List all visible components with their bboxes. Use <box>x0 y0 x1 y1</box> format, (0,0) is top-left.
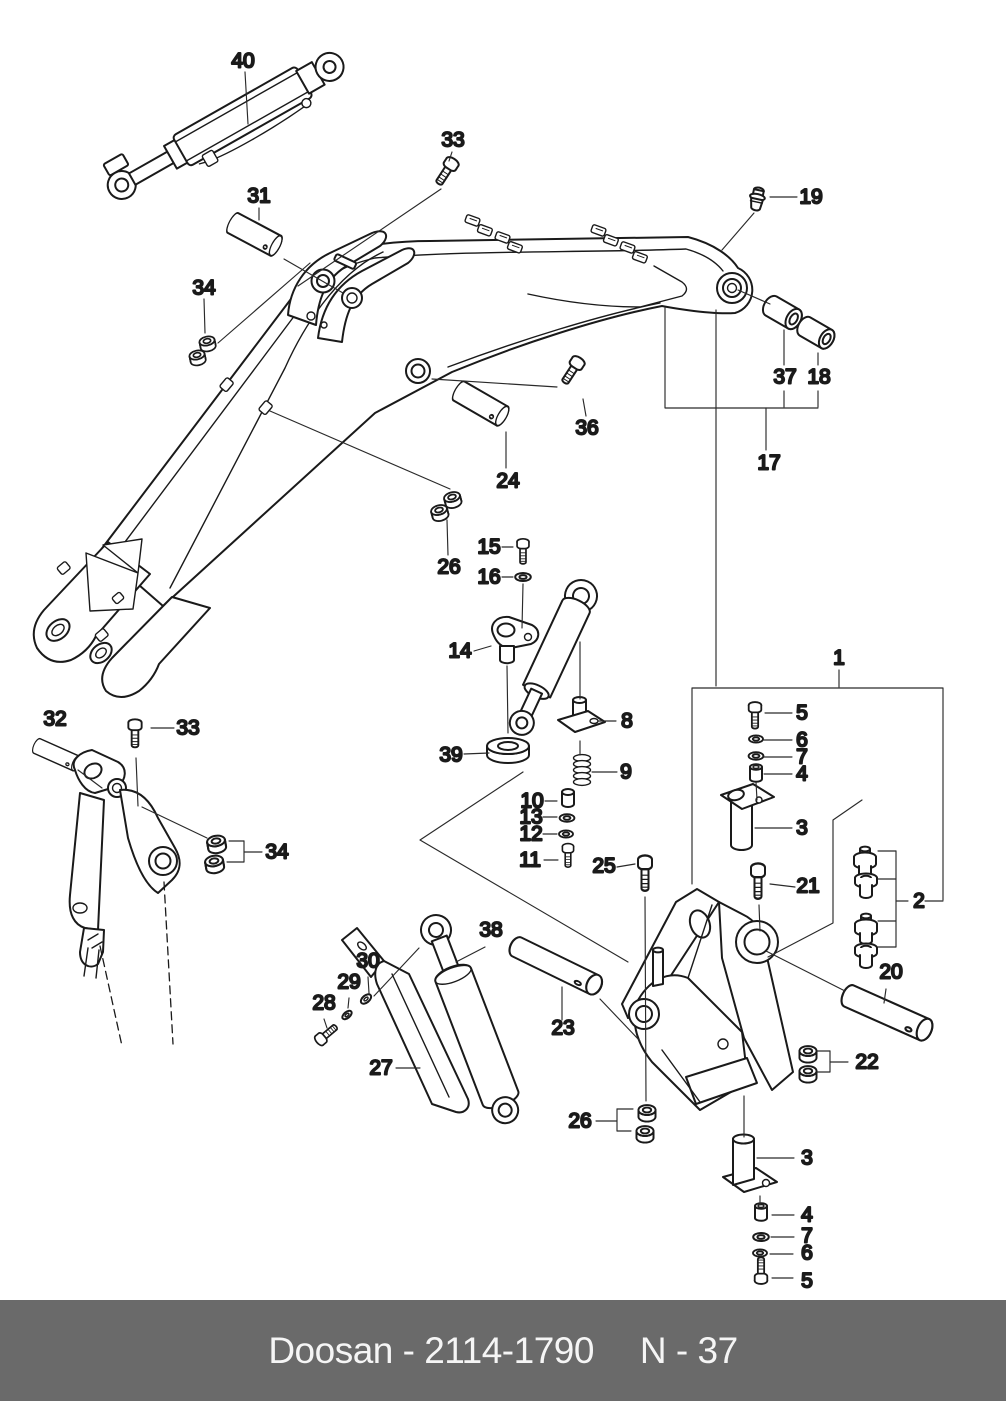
callout-34: 34 <box>192 276 216 300</box>
pivot-pin-3 <box>721 784 774 850</box>
callout-16: 16 <box>477 565 501 589</box>
callout-4: 4 <box>796 762 808 786</box>
sleeve-10 <box>562 789 574 807</box>
leader-line <box>645 897 646 1101</box>
washer-6 <box>749 735 763 742</box>
bolt-33 <box>433 155 461 187</box>
nuts-34b <box>206 834 227 854</box>
pin-31 <box>224 211 284 257</box>
bolt-33b <box>128 719 141 747</box>
callout-8: 8 <box>621 709 633 733</box>
bolt-21 <box>751 863 765 898</box>
callout-34: 34 <box>265 840 289 864</box>
leader-line <box>432 379 557 387</box>
callout-27: 27 <box>369 1056 393 1080</box>
callout-32: 32 <box>43 707 67 731</box>
bolt-15 <box>517 539 529 564</box>
leader-line <box>722 213 754 250</box>
title-bar <box>0 1300 1006 1401</box>
leader-line <box>583 399 586 416</box>
callout-23: 23 <box>551 1016 575 1040</box>
callout-6: 6 <box>796 728 808 752</box>
callout-33: 33 <box>441 128 465 152</box>
callout-10: 10 <box>520 789 544 813</box>
pin-23 <box>506 935 605 997</box>
spring-9 <box>574 755 591 786</box>
bolt-5 <box>749 702 762 729</box>
washer-16 <box>515 573 531 581</box>
callout-39: 39 <box>439 743 463 767</box>
leader-line <box>324 1019 327 1028</box>
document-code: Doosan - 2114-1790 <box>268 1329 594 1371</box>
leader-line <box>456 947 485 962</box>
callout-37: 37 <box>773 365 797 389</box>
callout-4: 4 <box>801 1203 813 1227</box>
washer-13 <box>560 814 575 822</box>
pin-24 <box>450 380 511 428</box>
callout-18: 18 <box>807 365 831 389</box>
callout-3: 3 <box>796 816 808 840</box>
pin-8 <box>558 697 605 732</box>
washer-6b <box>753 1249 767 1256</box>
callout-15: 15 <box>477 535 501 559</box>
callout-14: 14 <box>448 639 472 663</box>
boom-foot-ear-inner <box>102 597 210 697</box>
pivot-pin-3b <box>723 1135 777 1193</box>
leader-line <box>617 864 635 867</box>
callout-38: 38 <box>479 918 503 942</box>
ring-39 <box>487 738 529 763</box>
callout-12: 12 <box>519 822 543 846</box>
callout-3: 3 <box>801 1146 813 1170</box>
grommet-4b <box>755 1203 767 1221</box>
callout-1: 1 <box>833 646 845 670</box>
leader-line <box>348 998 349 1008</box>
bolt-5b <box>755 1257 768 1284</box>
bolt-25 <box>638 855 652 890</box>
leader-line <box>464 753 489 754</box>
callout-20: 20 <box>879 960 903 984</box>
leader-line <box>447 520 448 555</box>
link-assembly-drawing <box>31 716 227 1046</box>
callout-28: 28 <box>312 991 336 1015</box>
mounting-bracket-drawing <box>622 889 793 1110</box>
leader-line <box>507 666 508 733</box>
leader-line <box>474 646 491 651</box>
grease-fitting-19 <box>747 186 766 212</box>
bushing-set-2 <box>854 847 877 968</box>
bolt-11 <box>562 844 573 868</box>
callout-9: 9 <box>620 760 632 784</box>
pin-20 <box>838 983 935 1043</box>
bolt-36 <box>559 354 587 386</box>
callout-5: 5 <box>801 1269 813 1293</box>
callout-36: 36 <box>575 416 599 440</box>
callout-26: 26 <box>568 1109 592 1133</box>
callout-13: 13 <box>519 805 543 829</box>
nuts-26 <box>430 490 463 522</box>
washer-7 <box>749 752 764 760</box>
callout-21: 21 <box>796 874 820 898</box>
callout-7: 7 <box>801 1224 813 1248</box>
callout-40: 40 <box>231 49 255 73</box>
nuts-22 <box>799 1046 816 1083</box>
nuts-26b <box>636 1105 655 1143</box>
washer-12 <box>559 830 573 837</box>
callout-26: 26 <box>437 555 461 579</box>
page-number: N - 37 <box>639 1329 738 1371</box>
callout-5: 5 <box>796 701 808 725</box>
callout-19: 19 <box>799 185 823 209</box>
boom-cylinder-40-drawing <box>96 37 355 216</box>
leader-line <box>766 951 845 991</box>
callout-24: 24 <box>496 469 520 493</box>
callout-22: 22 <box>855 1050 879 1074</box>
plate-14 <box>492 617 538 663</box>
callout-33: 33 <box>176 716 200 740</box>
callout-17: 17 <box>757 451 781 475</box>
nuts-34 <box>189 335 217 367</box>
callout-7: 7 <box>796 745 808 769</box>
leader-line <box>204 299 205 333</box>
grommet-4 <box>750 764 762 782</box>
callout-29: 29 <box>337 970 361 994</box>
callout-6: 6 <box>801 1241 813 1265</box>
callout-30: 30 <box>356 949 380 973</box>
callout-25: 25 <box>592 854 616 878</box>
leader-line <box>770 884 795 887</box>
washer-7b <box>753 1233 769 1241</box>
callout-31: 31 <box>247 184 271 208</box>
callout-11: 11 <box>519 848 541 872</box>
callout-2: 2 <box>913 889 925 913</box>
leader-line <box>368 977 369 993</box>
boom-weldment-drawing <box>34 214 753 697</box>
